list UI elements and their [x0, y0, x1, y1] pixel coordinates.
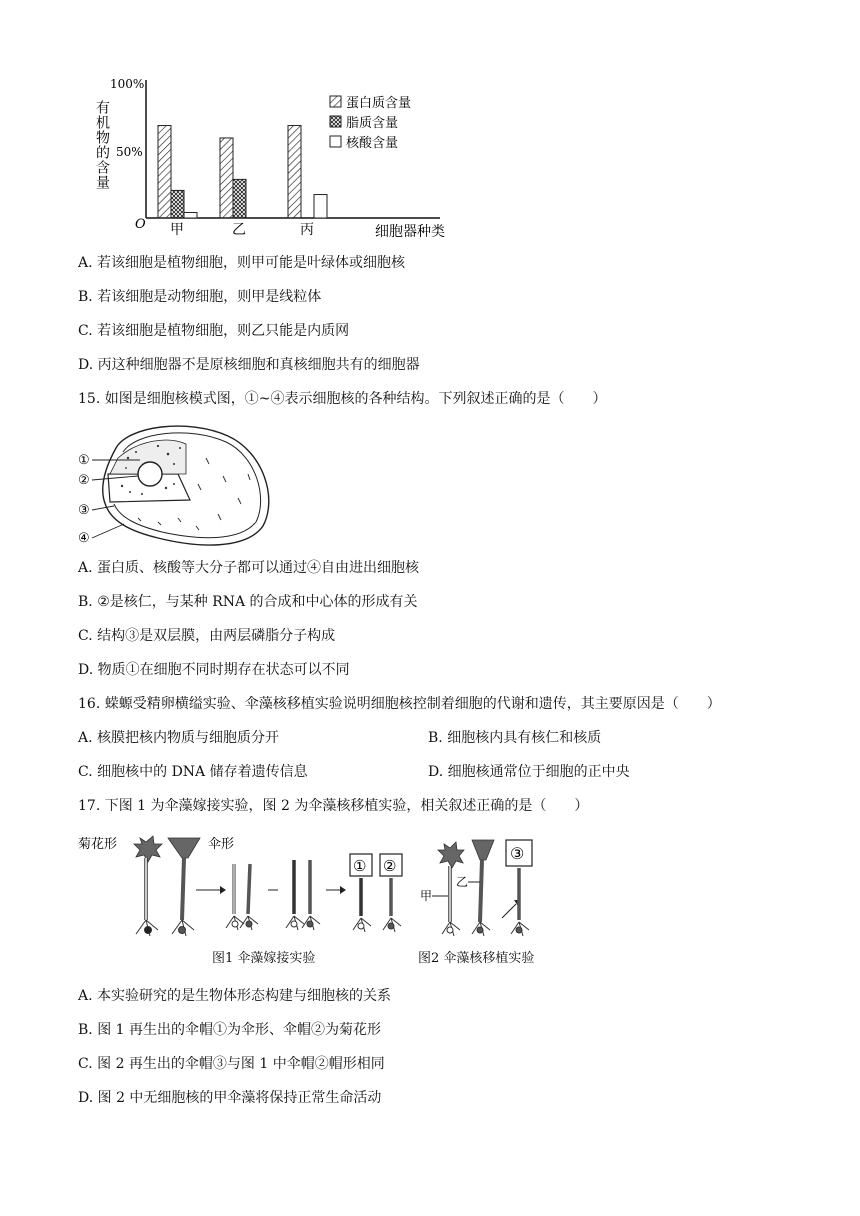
- q15-stem: 15. 如图是细胞核模式图，①~④表示细胞核的各种结构。下列叙述正确的是（ ）: [78, 391, 607, 407]
- q15-option-a: A. 蛋白质、核酸等大分子都可以通过④自由进出细胞核: [78, 560, 420, 576]
- y-tick-label: 50%: [116, 145, 143, 159]
- q15-option-b: B. ②是核仁，与某种 RNA 的合成和中心体的形成有关: [78, 594, 418, 610]
- bar-乙-1: [233, 179, 246, 218]
- box-3-label: ③: [510, 844, 525, 863]
- label-3: ③: [78, 503, 90, 518]
- label-san: 伞形: [208, 837, 235, 852]
- x-tick-label: 甲: [170, 222, 184, 238]
- legend-label: 脂质含量: [346, 116, 399, 131]
- q16-stem: 16. 蝾螈受精卵横缢实验、伞藻核移植实验说明细胞核控制着细胞的代谢和遗传，其主要原因是（ ）: [78, 696, 721, 712]
- y-tick-label: 100%: [110, 77, 145, 91]
- fig2-juhua-cap: [438, 842, 464, 868]
- x-tick-label: 乙: [232, 222, 246, 238]
- q17-option-b: B. 图 1 再生出的伞帽①为伞形、伞帽②为菊花形: [78, 1022, 381, 1038]
- q14-option-d: D. 丙这种细胞器不是原核细胞和真核细胞共有的细胞器: [78, 357, 420, 373]
- bar-丙-2: [314, 195, 327, 218]
- label-juhua: 菊花形: [78, 837, 118, 852]
- bar-甲-0: [158, 126, 171, 218]
- label-2: ②: [78, 473, 90, 488]
- q15-option-c: C. 结构③是双层膜，由两层磷脂分子构成: [78, 628, 336, 644]
- x-axis-title: 细胞器种类: [375, 224, 445, 240]
- stage2-rhizoids: [226, 916, 258, 930]
- label-1: ①: [78, 453, 90, 468]
- legend: [330, 96, 411, 151]
- legend-swatch: [330, 116, 341, 127]
- bar-乙-0: [220, 138, 233, 218]
- umbrella-algae-figure: [78, 830, 558, 950]
- rhizoid-icons: [136, 920, 194, 936]
- q15-option-d: D. 物质①在细胞不同时期存在状态可以不同: [78, 662, 350, 678]
- q16-option-a: A. 核膜把核内物质与细胞质分开: [78, 730, 280, 746]
- label-yi: 乙: [456, 875, 469, 889]
- box-2-label: ②: [383, 857, 397, 875]
- q14-option-c: C. 若该细胞是植物细胞，则乙只能是内质网: [78, 323, 350, 339]
- label-4: ④: [78, 531, 90, 546]
- legend-label: 核酸含量: [346, 136, 399, 151]
- q14-option-a: A. 若该细胞是植物细胞，则甲可能是叶绿体或细胞核: [78, 255, 406, 271]
- box-1-label: ①: [353, 857, 367, 875]
- y-axis-title: 有机物的含量: [94, 100, 110, 190]
- organelle-bar-chart: [80, 70, 540, 240]
- legend-swatch: [330, 96, 341, 107]
- legend-label: 蛋白质含量: [346, 96, 412, 111]
- q17-option-c: C. 图 2 再生出的伞帽③与图 1 中伞帽②帽形相同: [78, 1056, 385, 1072]
- figure-1-caption: 图1 伞藻嫁接实验: [212, 951, 316, 966]
- q17-option-d: D. 图 2 中无细胞核的甲伞藻将保持正常生命活动: [78, 1090, 382, 1106]
- label-jia: 甲: [420, 889, 433, 903]
- bars-group: [158, 126, 327, 218]
- q16-option-c: C. 细胞核中的 DNA 储存着遗传信息: [78, 764, 308, 780]
- san-cap-icon: [168, 838, 200, 858]
- figure-2-caption: 图2 伞藻核移植实验: [418, 951, 535, 966]
- nucleus-diagram: [78, 418, 278, 553]
- legend-swatch: [330, 136, 341, 147]
- q16-option-d: D. 细胞核通常位于细胞的正中央: [428, 764, 630, 780]
- x-tick-label: 丙: [300, 222, 314, 238]
- x-category-labels: [170, 222, 314, 238]
- q17-option-a: A. 本实验研究的是生物体形态构建与细胞核的关系: [78, 988, 392, 1004]
- q16-option-b: B. 细胞核内具有核仁和核质: [428, 730, 602, 746]
- juhua-cap-icon: [134, 836, 162, 862]
- bar-甲-1: [171, 190, 184, 218]
- origin-label: O: [135, 217, 146, 232]
- nucleolus: [138, 462, 162, 486]
- q14-option-b: B. 若该细胞是动物细胞，则甲是线粒体: [78, 289, 322, 305]
- bar-丙-0: [288, 126, 301, 218]
- bar-甲-2: [184, 212, 197, 218]
- q17-stem: 17. 下图 1 为伞藻嫁接实验，图 2 为伞藻核移植实验，相关叙述正确的是（ ）: [78, 798, 589, 814]
